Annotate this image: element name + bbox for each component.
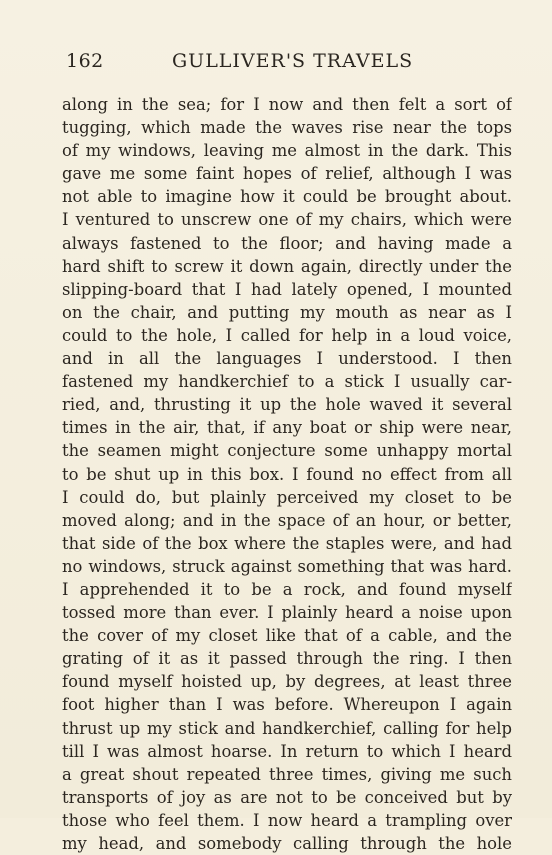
text-line: tugging, which made the waves rise near the tops (62, 118, 512, 138)
text-line: gave me some faint hopes of relief, although I was (62, 164, 512, 184)
text-line: that side of the box where the staples were, and had (62, 533, 512, 553)
text-line: hard shift to screw it down again, directly under the (62, 256, 512, 276)
text-line: I could do, but plainly perceived my closet to be (62, 487, 512, 507)
text-line: foot higher than I was before. Whereupon I again (62, 695, 512, 715)
text-line: till I was almost hoarse. In return to which I heard (62, 741, 512, 761)
text-line: not able to imagine how it could be brought about. (62, 187, 512, 207)
text-line: I apprehended it to be a rock, and found myself (62, 579, 512, 599)
text-line: the seamen might conjecture some unhappy mortal (62, 441, 512, 461)
text-line: fastened my handkerchief to a stick I usually car- (62, 372, 512, 392)
running-title: GULLIVER'S TRAVELS (172, 50, 414, 72)
body-text (62, 93, 512, 855)
text-line: slipping-board that I had lately opened, I mounted (62, 279, 512, 299)
text-line: I ventured to unscrew one of my chairs, which were (62, 210, 512, 230)
text-line: and in all the languages I understood. I then (62, 349, 512, 369)
text-line: my head, and somebody calling through the hole (62, 834, 512, 853)
page-header (66, 50, 506, 76)
text-line: transports of joy as are not to be conceived but by (62, 787, 512, 807)
text-line: the cover of my closet like that of a cable, and the (62, 626, 512, 646)
text-line: a great shout repeated three times, giving me such (62, 764, 512, 784)
text-line: could to the hole, I called for help in a loud voice, (62, 325, 512, 345)
text-line: ried, and, thrusting it up the hole waved it several (62, 395, 512, 415)
text-line: no windows, struck against something that was hard. (62, 556, 512, 576)
text-line: times in the air, that, if any boat or ship were near, (62, 418, 512, 438)
text-line: of my windows, leaving me almost in the dark. This (62, 141, 512, 161)
text-line: on the chair, and putting my mouth as near as I (62, 302, 512, 322)
text-line: along in the sea; for I now and then felt a sort of (62, 95, 512, 114)
page-number: 162 (66, 50, 104, 72)
text-line: found myself hoisted up, by degrees, at least three (62, 672, 512, 692)
text-line: tossed more than ever. I plainly heard a noise upon (62, 603, 512, 623)
text-line: grating of it as it passed through the ring. I then (62, 649, 512, 669)
text-line: moved along; and in the space of an hour, or better, (62, 510, 512, 530)
text-line: always fastened to the floor; and having made a (62, 233, 512, 253)
text-line: thrust up my stick and handkerchief, calling for help (62, 718, 512, 738)
text-line: to be shut up in this box. I found no effect from all (62, 464, 512, 484)
text-line: those who feel them. I now heard a trampling over (62, 810, 512, 830)
